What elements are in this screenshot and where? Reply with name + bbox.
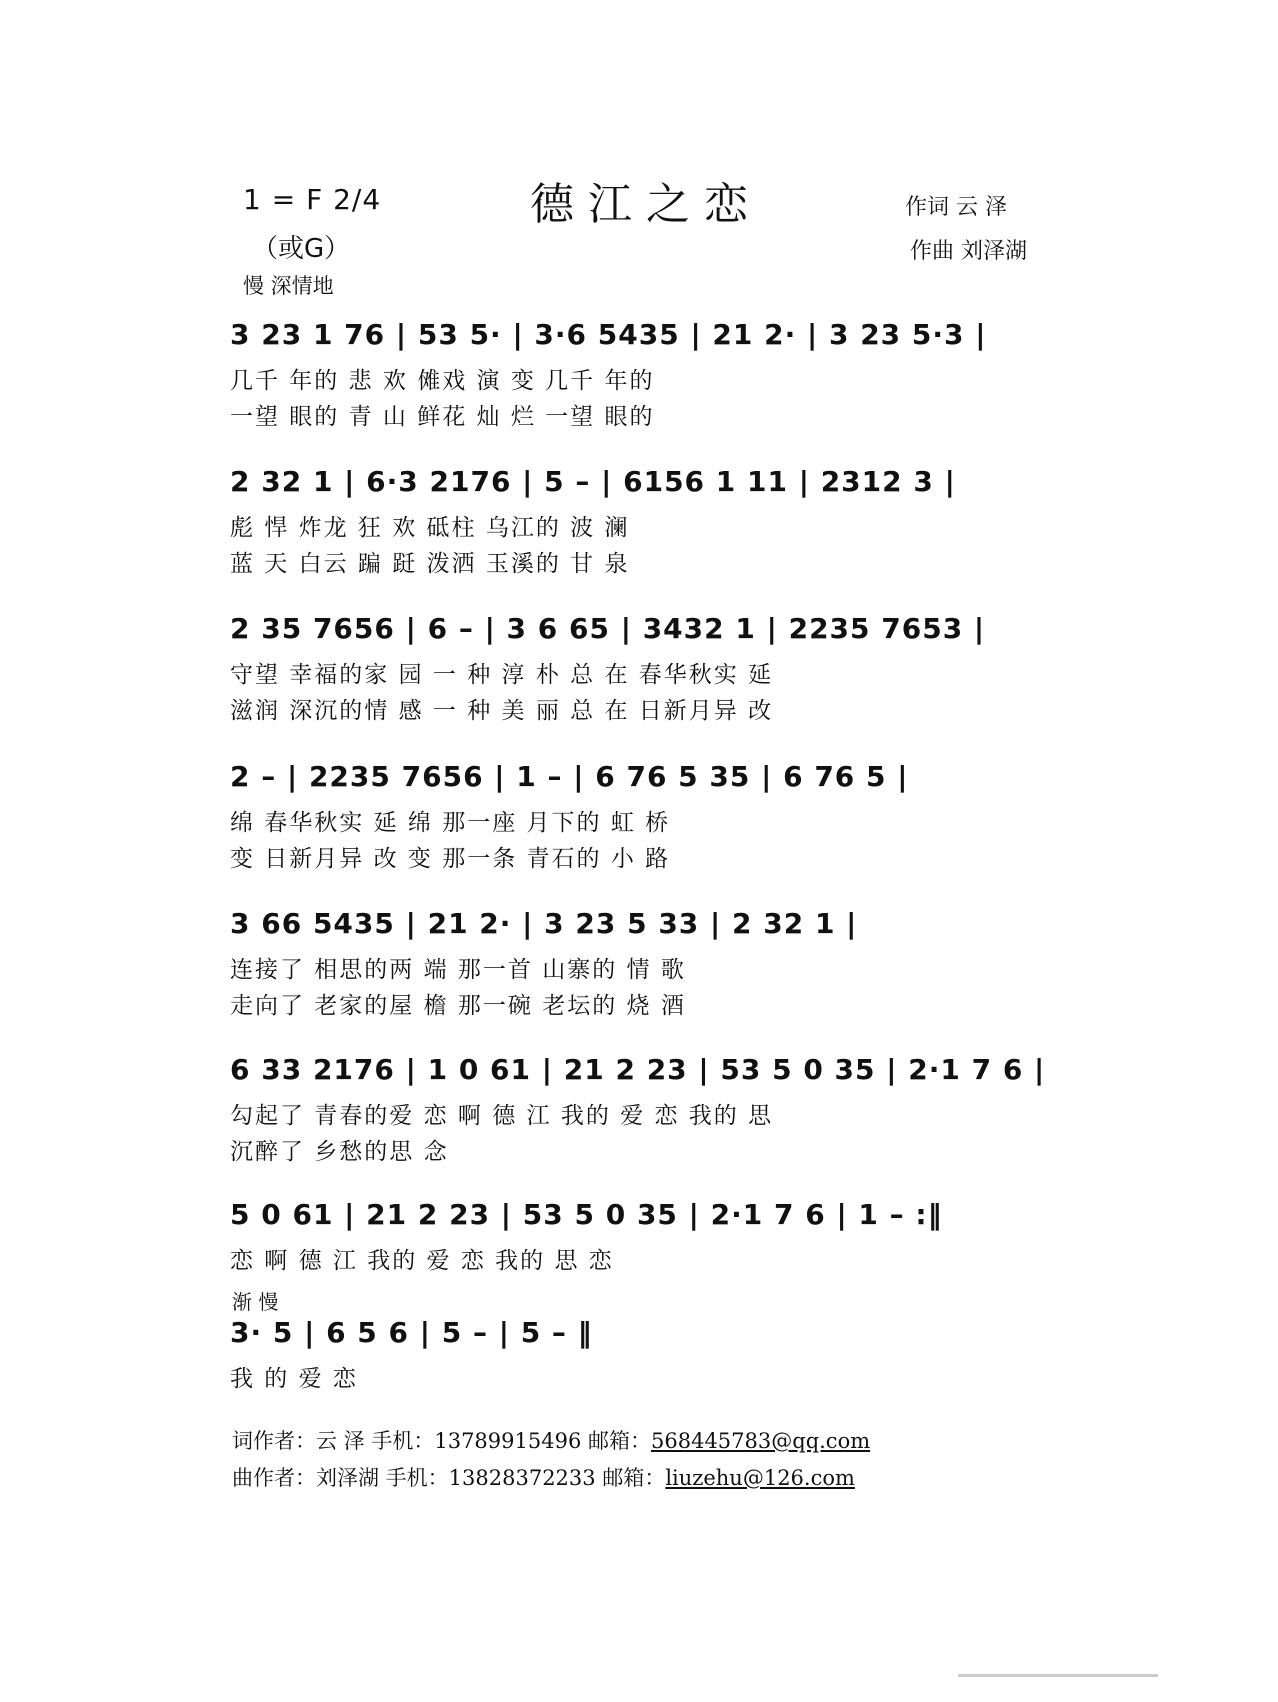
lyric-verse-1: 我 的 爱 恋 xyxy=(230,1366,358,1392)
score-row-6 xyxy=(230,1053,1060,1163)
composer-credit: 作曲 刘泽湖 xyxy=(910,239,1027,264)
notation-line: 2 35 7656 | 6 – | 3 6 65 | 3432 1 | 2235 7653 | xyxy=(230,612,986,645)
lyricist-email[interactable]: 568445783@qq.com xyxy=(651,1429,871,1453)
notation-line: 5 0 61 | 21 2 23 | 53 5 0 35 | 2·1 7 6 | 1 – :‖ xyxy=(230,1198,943,1231)
lyric-verse-1: 绵 春华秋实 延 绵 那一座 月下的 虹 桥 xyxy=(230,810,671,836)
score-row-7 xyxy=(230,1198,1060,1278)
lyric-verse-1: 恋 啊 德 江 我的 爱 恋 我的 思 恋 xyxy=(230,1248,614,1274)
lyric-verse-2: 滋润 深沉的情 感 一 种 美 丽 总 在 日新月异 改 xyxy=(230,698,774,724)
notation-line: 2 – | 2235 7656 | 1 – | 6 76 5 35 | 6 76 5 | xyxy=(230,760,909,793)
alternate-key: （或G） xyxy=(252,234,351,264)
lyric-verse-1: 勾起了 青春的爱 恋 啊 德 江 我的 爱 恋 我的 思 xyxy=(230,1103,774,1129)
lyric-verse-1: 彪 悍 炸龙 狂 欢 砥柱 乌江的 波 澜 xyxy=(230,515,630,541)
lyric-verse-2: 一望 眼的 青 山 鲜花 灿 烂 一望 眼的 xyxy=(230,404,655,430)
notation-line: 2 32 1 | 6·3 2176 | 5 – | 6156 1 11 | 2312 3 | xyxy=(230,465,956,498)
notation-line: 6 33 2176 | 1 0 61 | 21 2 23 | 53 5 0 35 | 2·1 7 6 | xyxy=(230,1053,1046,1086)
score-row-4 xyxy=(230,760,1060,870)
lyric-verse-1: 几千 年的 悲 欢 傩戏 演 变 几千 年的 xyxy=(230,368,655,394)
notation-line: 3 23 1 76 | 53 5· | 3·6 5435 | 21 2· | 3 23 5·3 | xyxy=(230,318,987,351)
composer-email[interactable]: liuzehu@126.com xyxy=(665,1466,855,1490)
tempo-change: 渐 慢 xyxy=(232,1290,279,1314)
lyric-verse-1: 连接了 相思的两 端 那一首 山寨的 情 歌 xyxy=(230,957,686,983)
score-row-5 xyxy=(230,907,1060,1017)
lyricist-credit: 作词 云 泽 xyxy=(905,195,1007,220)
lyric-verse-2: 沉醉了 乡愁的思 念 xyxy=(230,1139,449,1165)
lyric-verse-2: 蓝 天 白云 蹁 跹 泼洒 玉溪的 甘 泉 xyxy=(230,551,630,577)
score-row-1 xyxy=(230,318,1060,428)
lyric-verse-1: 守望 幸福的家 园 一 种 淳 朴 总 在 春华秋实 延 xyxy=(230,662,774,688)
notation-line: 3· 5 | 6 5 6 | 5 – | 5 – ‖ xyxy=(230,1316,593,1349)
lyricist-info: 词作者：云 泽 手机：13789915496 邮箱： xyxy=(232,1429,651,1453)
song-title: 德江之恋 xyxy=(530,179,762,230)
notation-line: 3 66 5435 | 21 2· | 3 23 5 33 | 2 32 1 | xyxy=(230,907,858,940)
composer-contact xyxy=(232,1462,855,1492)
lyricist-contact xyxy=(232,1425,870,1455)
scan-artifact xyxy=(958,1674,1158,1677)
composer-info: 曲作者：刘泽湖 手机：13828372233 邮箱： xyxy=(232,1466,666,1490)
score-row-2 xyxy=(230,465,1060,575)
key-signature: 1 = F 2/4 xyxy=(243,183,382,216)
tempo-marking: 慢 深情地 xyxy=(243,274,334,298)
score-row-3 xyxy=(230,612,1060,722)
score-row-8 xyxy=(230,1316,1060,1396)
lyric-verse-2: 走向了 老家的屋 檐 那一碗 老坛的 烧 酒 xyxy=(230,993,686,1019)
lyric-verse-2: 变 日新月异 改 变 那一条 青石的 小 路 xyxy=(230,846,671,872)
